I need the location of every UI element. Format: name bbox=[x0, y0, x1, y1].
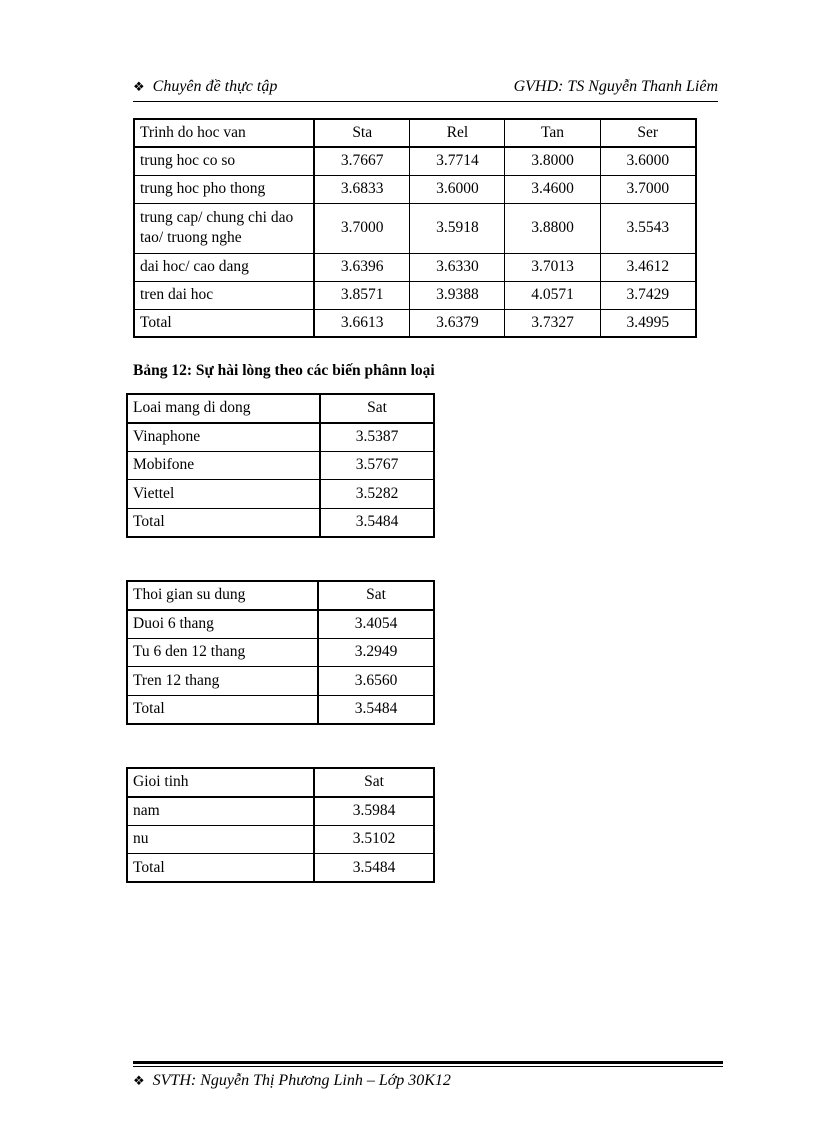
cell-value: 3.5102 bbox=[314, 825, 434, 854]
table-row bbox=[134, 253, 696, 281]
row-label: Mobifone bbox=[127, 451, 320, 480]
row-label: Tu 6 den 12 thang bbox=[127, 638, 318, 667]
cell-value: 3.9388 bbox=[410, 281, 505, 309]
cell-value: 3.8000 bbox=[505, 147, 600, 175]
cell-value: 3.4995 bbox=[600, 309, 696, 337]
cell-value: 3.6379 bbox=[410, 309, 505, 337]
cell-value: 3.7000 bbox=[600, 175, 696, 203]
cell-value: 3.5387 bbox=[320, 423, 434, 452]
column-header: Sta bbox=[314, 119, 410, 147]
cell-value: 3.7000 bbox=[314, 203, 410, 253]
footer-rule-thin bbox=[133, 1066, 723, 1067]
table-row bbox=[134, 175, 696, 203]
cell-value: 3.6330 bbox=[410, 253, 505, 281]
table-row bbox=[134, 147, 696, 175]
footer-text: SVTH: Nguyễn Thị Phương Linh – Lớp 30K12 bbox=[152, 1072, 451, 1089]
cell-value: 3.6833 bbox=[314, 175, 410, 203]
table-row bbox=[127, 451, 434, 480]
cell-value: 3.8800 bbox=[505, 203, 600, 253]
row-label: nu bbox=[127, 825, 314, 854]
cell-value: 3.7667 bbox=[314, 147, 410, 175]
cell-value: 3.2949 bbox=[318, 638, 434, 667]
gender-table bbox=[126, 767, 435, 883]
table-row bbox=[127, 480, 434, 509]
header-right-text: GVHD: TS Nguyễn Thanh Liêm bbox=[513, 78, 718, 95]
table-row bbox=[134, 309, 696, 337]
row-label: Duoi 6 thang bbox=[127, 610, 318, 639]
cell-value: 3.6560 bbox=[318, 667, 434, 696]
header-rule bbox=[133, 101, 718, 102]
cell-value: 3.8571 bbox=[314, 281, 410, 309]
cell-value: 3.5484 bbox=[318, 695, 434, 724]
table-row bbox=[127, 695, 434, 724]
row-label: Total bbox=[127, 508, 320, 537]
table-row bbox=[127, 667, 434, 696]
cell-value: 3.5484 bbox=[314, 854, 434, 883]
cell-value: 3.5767 bbox=[320, 451, 434, 480]
cell-value: 4.0571 bbox=[505, 281, 600, 309]
column-header: Gioi tinh bbox=[127, 768, 314, 797]
cell-value: 3.7013 bbox=[505, 253, 600, 281]
column-header: Sat bbox=[320, 394, 434, 423]
column-header: Tan bbox=[505, 119, 600, 147]
cell-value: 3.6000 bbox=[600, 147, 696, 175]
table-header-row bbox=[127, 768, 434, 797]
table-row bbox=[127, 854, 434, 883]
page-header bbox=[133, 76, 718, 102]
cell-value: 3.6613 bbox=[314, 309, 410, 337]
table-row bbox=[127, 610, 434, 639]
cell-value: 3.7327 bbox=[505, 309, 600, 337]
cell-value: 3.5282 bbox=[320, 480, 434, 509]
table-row bbox=[127, 825, 434, 854]
row-label: trung cap/ chung chi dao tao/ truong nghe bbox=[134, 203, 314, 253]
usage-duration-table bbox=[126, 580, 435, 725]
row-label: Tren 12 thang bbox=[127, 667, 318, 696]
row-label: Viettel bbox=[127, 480, 320, 509]
column-header: Rel bbox=[410, 119, 505, 147]
column-header: Ser bbox=[600, 119, 696, 147]
row-label: dai hoc/ cao dang bbox=[134, 253, 314, 281]
column-header: Sat bbox=[314, 768, 434, 797]
row-label: Total bbox=[127, 695, 318, 724]
cell-value: 3.5484 bbox=[320, 508, 434, 537]
cell-value: 3.7429 bbox=[600, 281, 696, 309]
header-left bbox=[133, 78, 277, 96]
cell-value: 3.4600 bbox=[505, 175, 600, 203]
page-footer bbox=[133, 1072, 451, 1090]
table-header-row bbox=[127, 394, 434, 423]
table-header-row bbox=[127, 581, 434, 610]
cell-value: 3.7714 bbox=[410, 147, 505, 175]
column-header: Loai mang di dong bbox=[127, 394, 320, 423]
footer-rule-thick bbox=[133, 1061, 723, 1064]
table-row bbox=[127, 638, 434, 667]
table-row bbox=[134, 281, 696, 309]
cell-value: 3.4054 bbox=[318, 610, 434, 639]
table-row bbox=[127, 508, 434, 537]
row-label: trung hoc co so bbox=[134, 147, 314, 175]
cell-value: 3.4612 bbox=[600, 253, 696, 281]
cell-value: 3.5543 bbox=[600, 203, 696, 253]
column-header: Trinh do hoc van bbox=[134, 119, 314, 147]
table-header-row bbox=[134, 119, 696, 147]
cell-value: 3.5918 bbox=[410, 203, 505, 253]
table-row bbox=[127, 797, 434, 826]
diamond-bullet-icon: ❖ bbox=[133, 80, 145, 95]
education-table bbox=[133, 118, 697, 338]
row-label: Total bbox=[134, 309, 314, 337]
table-row bbox=[127, 423, 434, 452]
row-label: Vinaphone bbox=[127, 423, 320, 452]
header-left-text: Chuyên đề thực tập bbox=[152, 78, 278, 95]
row-label: trung hoc pho thong bbox=[134, 175, 314, 203]
row-label: nam bbox=[127, 797, 314, 826]
diamond-bullet-icon: ❖ bbox=[133, 1074, 145, 1089]
network-table bbox=[126, 393, 435, 538]
column-header: Sat bbox=[318, 581, 434, 610]
cell-value: 3.5984 bbox=[314, 797, 434, 826]
row-label: Total bbox=[127, 854, 314, 883]
cell-value: 3.6000 bbox=[410, 175, 505, 203]
row-label: tren dai hoc bbox=[134, 281, 314, 309]
table-caption: Bảng 12: Sự hài lòng theo các biến phânn loại bbox=[133, 362, 435, 379]
cell-value: 3.6396 bbox=[314, 253, 410, 281]
column-header: Thoi gian su dung bbox=[127, 581, 318, 610]
table-row bbox=[134, 203, 696, 253]
